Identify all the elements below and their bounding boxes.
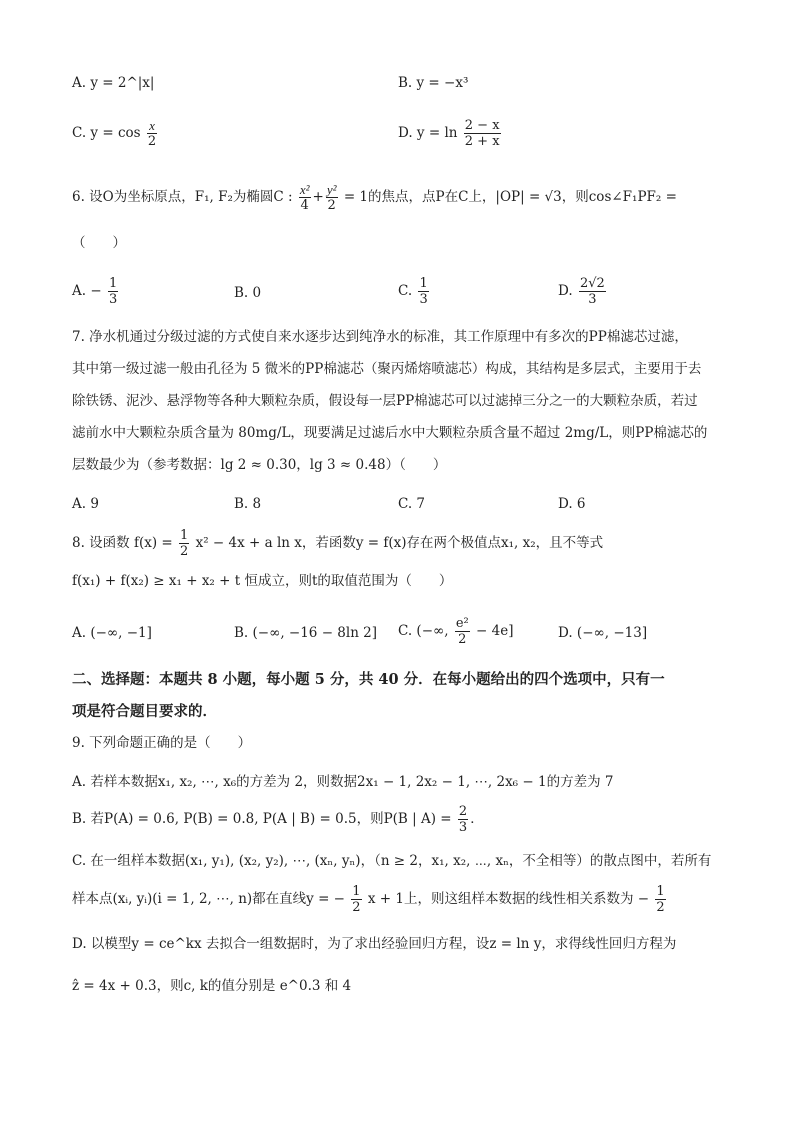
q5-option-c-fraction [147,118,157,149]
q5-option-d-fraction [464,118,501,149]
q9-c-fraction-2 [655,884,665,915]
q9-option-d-line-1: D. 以模型y = ce^kx 去拟合一组数据时，为了求出经验回归方程，设z = ln y，求得线性回归方程为 [72,936,677,952]
q6-option-d [558,276,608,307]
q8-option-c-fraction [455,616,470,647]
q5-d-denominator: 2 + x [464,134,500,149]
q6-plus: + [312,189,324,205]
q5-c-denominator: 2 [147,134,157,149]
q8-f-den: 2 [180,544,189,559]
q9-option-c-line-2 [72,884,668,915]
q6-a-num: 1 [108,276,118,291]
q8-option-c-post: − 4e] [476,623,514,639]
q5-option-d [398,118,503,149]
q9-c-mid: x + 1上，则这组样本数据的线性相关系数为 − [367,891,650,907]
q6-fx-num: x² [299,182,310,197]
q9-option-c-line-1: C. 在一组样本数据(x₁, y₁), (x₂, y₂), ⋯, (xₙ, yₙ)，（n ≥ 2，x₁, x₂, ⋯, xₙ，不全相等）的散点图中，若所有 [72,853,712,869]
q9-b-den: 3 [458,820,468,835]
q9-b-num: 2 [458,804,468,819]
q5-option-c-label: C. y = cos [72,125,141,141]
q6-a-den: 3 [108,292,118,307]
q9-c-den-1: 2 [352,900,361,915]
q8-option-b: B. (−∞, −16 − 8ln 2] [234,625,378,641]
q9-option-a: A. 若样本数据x₁, x₂, ⋯, x₆的方差为 2，则数据2x₁ − 1, 2x₂ − 1, ⋯, 2x₆ − 1的方差为 7 [72,774,614,790]
q6-option-a [72,276,120,307]
q8-stem [72,528,603,559]
q7-option-b: B. 8 [234,496,262,512]
q8-line-2: f(x₁) + f(x₂) ≥ x₁ + x₂ + t 恒成立，则t的取值范围为（ ） [72,573,453,589]
q5-c-numerator: x [149,118,155,133]
q9-c-pre: 样本点(xᵢ, yᵢ)(i = 1, 2, ⋯, n)都在直线y = − [72,891,345,907]
section-heading-line-1: 二、选择题：本题共 8 小题，每小题 5 分，共 40 分．在每小题给出的四个选项中，只有一 [72,671,665,688]
q6-paren: （ ） [72,235,126,251]
q7-line-2: 其中第一级过滤一般由孔径为 5 微米的PP棉滤芯（聚丙烯熔喷滤芯）构成，其结构是多层式，主要用于去 [72,361,702,377]
q8-stem-post: x² − 4x + a ln x，若函数y = f(x)存在两个极值点x₁, x₂，且不等式 [195,535,604,551]
q8-f-num: 1 [180,528,189,543]
q7-line-4: 滤前水中大颗粒杂质含量为 80mg/L，现要满足过滤后水中大颗粒杂质含量不超过 2mg/L，则PP棉滤芯的 [72,425,708,441]
q6-option-d-fraction [579,276,606,307]
q5-option-a: A. y = 2^|x| [72,75,155,91]
q9-option-d-line-2: ẑ = 4x + 0.3，则c, k的值分别是 e^0.3 和 4 [72,978,352,994]
q6-d-den: 3 [579,291,606,307]
q8-option-a: A. (−∞, −1] [72,625,152,641]
q7-option-d: D. 6 [558,496,586,512]
q9-c-num-2: 1 [656,884,665,899]
q8-option-c [398,616,514,647]
q9-option-b-fraction [458,804,468,835]
q6-option-c-fraction [418,276,428,307]
q6-c-num: 1 [419,276,428,291]
q8-option-d: D. (−∞, −13] [558,625,648,641]
q9-c-fraction-1 [351,884,361,915]
q6-d-num: 2√2 [579,276,605,291]
q9-stem: 9. 下列命题正确的是（ ） [72,735,252,751]
q6-fy-num: y² [326,182,337,197]
q7-line-1: 7. 净水机通过分级过滤的方式使自来水逐步达到纯净水的标准，其工作原理中有多次的PP棉滤芯过滤， [72,329,688,345]
q7-option-c: C. 7 [398,496,426,512]
q6-stem [72,182,677,213]
q6-option-c-label: C. [398,283,413,299]
q6-fy-den: 2 [327,198,336,213]
q7-option-a: A. 9 [72,496,99,512]
q6-stem-pre: 6. 设O为坐标原点，F₁, F₂为椭圆C : [72,189,293,205]
q7-line-5: 层数最少为（参考数据：lg 2 ≈ 0.30，lg 3 ≈ 0.48）（ ） [72,457,447,473]
q9-option-b-pre: B. 若P(A) = 0.6, P(B) = 0.8, P(A | B) = 0.5，则P(B | A) = [72,811,452,827]
q6-option-a-fraction [108,276,118,307]
q6-option-c [398,276,431,307]
q8-fraction [179,528,189,559]
q6-stem-post: = 1的焦点，点P在C上，|OP| = √3，则cos∠F₁PF₂ = [343,189,677,205]
q6-c-den: 3 [419,292,428,307]
q9-c-num-1: 1 [352,884,361,899]
q5-option-d-label: D. y = ln [398,125,458,141]
q6-option-d-label: D. [558,283,573,299]
q9-c-den-2: 2 [656,900,665,915]
q9-option-b [72,804,484,835]
q6-fx-den: 4 [300,198,309,213]
q6-option-a-label: A. − [72,283,102,299]
q7-line-3: 除铁锈、泥沙、悬浮物等各种大颗粒杂质，假设每一层PP棉滤芯可以过滤掉三分之一的大颗粒杂质，若过 [72,393,698,409]
q9-option-b-post: ． [470,811,484,827]
q8-c-den: 2 [455,631,470,647]
q8-option-c-label: C. (−∞, [398,623,449,639]
q6-option-b: B. 0 [234,285,262,301]
q5-option-b: B. y = −x³ [398,75,469,91]
q6-fraction-x [299,182,311,213]
q5-d-numerator: 2 − x [464,118,500,133]
q5-option-c [72,118,159,149]
q6-fraction-y [326,182,338,213]
section-heading-line-2: 项是符合题目要求的． [72,703,217,720]
q8-stem-pre: 8. 设函数 f(x) = [72,535,173,551]
q8-c-num: e² [455,616,469,631]
